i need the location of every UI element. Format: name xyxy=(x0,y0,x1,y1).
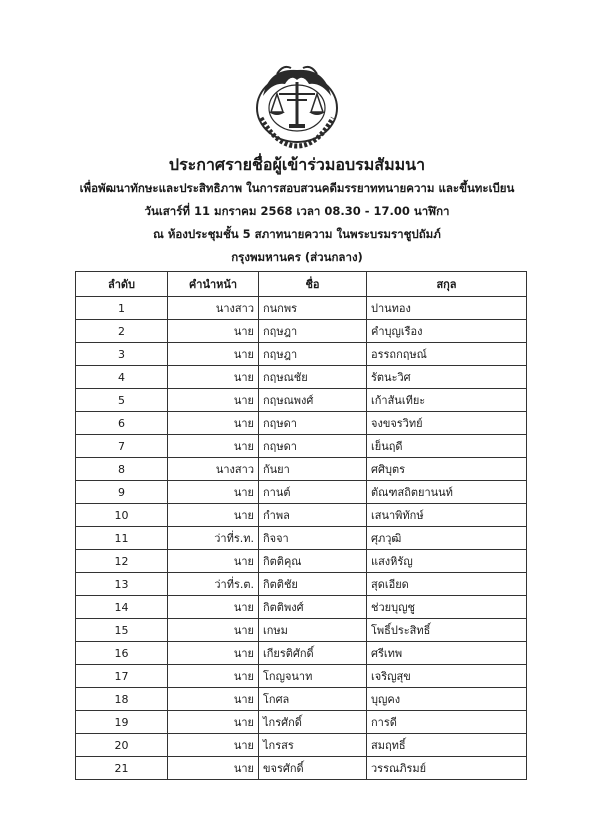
row-prefix: นาย xyxy=(168,389,259,412)
row-last-name: จงขจรวิทย์ xyxy=(367,412,527,435)
row-first-name: กันยา xyxy=(259,458,367,481)
row-first-name: กฤษฎา xyxy=(259,343,367,366)
row-prefix: นาย xyxy=(168,757,259,780)
header-number: ลำดับ xyxy=(76,272,168,297)
row-number: 6 xyxy=(76,412,168,435)
row-first-name: เกียรติศักดิ์ xyxy=(259,642,367,665)
header-prefix: คำนำหน้า xyxy=(168,272,259,297)
row-last-name: เจริญสุข xyxy=(367,665,527,688)
row-first-name: กฤษณพงศ์ xyxy=(259,389,367,412)
row-last-name: สมฤทธิ์ xyxy=(367,734,527,757)
announcement-date-time: วันเสาร์ที่ 11 มกราคม 2568 เวลา 08.30 - 17.00 นาฬิกา xyxy=(144,204,450,218)
council-seal-logo xyxy=(247,60,347,152)
row-last-name: ตัณฑสถิตยานนท์ xyxy=(367,481,527,504)
scales-of-justice-seal-icon xyxy=(247,60,347,152)
row-last-name: ศรีเทพ xyxy=(367,642,527,665)
row-prefix: นาย xyxy=(168,320,259,343)
row-number: 9 xyxy=(76,481,168,504)
row-first-name: กิจจา xyxy=(259,527,367,550)
row-last-name: ปานทอง xyxy=(367,297,527,320)
row-prefix: นาย xyxy=(168,343,259,366)
participant-table xyxy=(75,271,527,780)
table-row xyxy=(76,366,527,389)
row-first-name: โกศล xyxy=(259,688,367,711)
row-prefix: นาย xyxy=(168,642,259,665)
row-first-name: โกญจนาท xyxy=(259,665,367,688)
row-number: 10 xyxy=(76,504,168,527)
row-number: 3 xyxy=(76,343,168,366)
row-first-name: กิตติชัย xyxy=(259,573,367,596)
row-last-name: คำบุญเรือง xyxy=(367,320,527,343)
table-row xyxy=(76,688,527,711)
row-prefix: นาย xyxy=(168,435,259,458)
table-row xyxy=(76,389,527,412)
row-number: 15 xyxy=(76,619,168,642)
row-number: 1 xyxy=(76,297,168,320)
table-row xyxy=(76,527,527,550)
row-number: 17 xyxy=(76,665,168,688)
table-row xyxy=(76,757,527,780)
row-number: 12 xyxy=(76,550,168,573)
header-first-name: ชื่อ xyxy=(259,272,367,297)
row-prefix: นาย xyxy=(168,734,259,757)
row-last-name: สุดเอียด xyxy=(367,573,527,596)
row-first-name: ไกรสร xyxy=(259,734,367,757)
row-last-name: การดี xyxy=(367,711,527,734)
row-prefix: นาย xyxy=(168,688,259,711)
row-prefix: นาย xyxy=(168,665,259,688)
header-last-name: สกุล xyxy=(367,272,527,297)
row-prefix: นาย xyxy=(168,481,259,504)
row-first-name: กฤษดา xyxy=(259,435,367,458)
row-number: 16 xyxy=(76,642,168,665)
row-last-name: เสนาพิทักษ์ xyxy=(367,504,527,527)
table-row xyxy=(76,550,527,573)
row-last-name: ช่วยบุญชู xyxy=(367,596,527,619)
row-last-name: เก้าสันเทียะ xyxy=(367,389,527,412)
table-row xyxy=(76,734,527,757)
row-prefix: นาย xyxy=(168,504,259,527)
row-prefix: นาย xyxy=(168,596,259,619)
row-first-name: กนกพร xyxy=(259,297,367,320)
row-number: 19 xyxy=(76,711,168,734)
row-first-name: กานต์ xyxy=(259,481,367,504)
row-first-name: ขจรศักดิ์ xyxy=(259,757,367,780)
row-number: 5 xyxy=(76,389,168,412)
table-row xyxy=(76,711,527,734)
row-prefix: นางสาว xyxy=(168,458,259,481)
table-row xyxy=(76,343,527,366)
row-prefix: นาย xyxy=(168,619,259,642)
row-first-name: กิตติคุณ xyxy=(259,550,367,573)
announcement-title: ประกาศรายชื่อผู้เข้าร่วมอบรมสัมมนา xyxy=(168,155,426,174)
table-row xyxy=(76,435,527,458)
row-prefix: ว่าที่ร.ท. xyxy=(168,527,259,550)
row-last-name: วรรณภิรมย์ xyxy=(367,757,527,780)
row-number: 4 xyxy=(76,366,168,389)
table-row xyxy=(76,297,527,320)
row-prefix: ว่าที่ร.ต. xyxy=(168,573,259,596)
table-row xyxy=(76,320,527,343)
row-last-name: อรรถกฤษณ์ xyxy=(367,343,527,366)
table-row xyxy=(76,458,527,481)
row-first-name: ไกรศักดิ์ xyxy=(259,711,367,734)
announcement-venue: ณ ห้องประชุมชั้น 5 สภาทนายความ ในพระบรมราชูปถัมภ์ xyxy=(153,227,441,241)
row-last-name: ศศิบุตร xyxy=(367,458,527,481)
row-number: 2 xyxy=(76,320,168,343)
table-row xyxy=(76,596,527,619)
table-row xyxy=(76,504,527,527)
table-row xyxy=(76,412,527,435)
row-number: 21 xyxy=(76,757,168,780)
row-number: 8 xyxy=(76,458,168,481)
row-last-name: แสงหิรัญ xyxy=(367,550,527,573)
row-first-name: เกษม xyxy=(259,619,367,642)
row-number: 18 xyxy=(76,688,168,711)
table-header-row xyxy=(76,272,527,297)
row-prefix: นางสาว xyxy=(168,297,259,320)
announcement-purpose: เพื่อพัฒนาทักษะและประสิทธิภาพ ในการสอบสวนคดีมรรยาททนายความ และขึ้นทะเบียน xyxy=(79,181,515,195)
table-row xyxy=(76,619,527,642)
row-last-name: รัตนะวิศ xyxy=(367,366,527,389)
participant-table-body xyxy=(76,297,527,780)
row-last-name: ศุภวุฒิ xyxy=(367,527,527,550)
announcement-region: กรุงพมหานคร (ส่วนกลาง) xyxy=(231,250,363,264)
row-first-name: กฤษณชัย xyxy=(259,366,367,389)
row-number: 20 xyxy=(76,734,168,757)
row-first-name: กำพล xyxy=(259,504,367,527)
row-prefix: นาย xyxy=(168,366,259,389)
row-number: 7 xyxy=(76,435,168,458)
table-row xyxy=(76,665,527,688)
row-prefix: นาย xyxy=(168,550,259,573)
table-row xyxy=(76,481,527,504)
row-prefix: นาย xyxy=(168,412,259,435)
table-row xyxy=(76,642,527,665)
row-last-name: เย็นฤดี xyxy=(367,435,527,458)
row-first-name: กฤษฎา xyxy=(259,320,367,343)
table-row xyxy=(76,573,527,596)
row-first-name: กิตติพงศ์ xyxy=(259,596,367,619)
row-last-name: โพธิ์ประสิทธิ์ xyxy=(367,619,527,642)
row-last-name: บุญคง xyxy=(367,688,527,711)
row-number: 14 xyxy=(76,596,168,619)
row-prefix: นาย xyxy=(168,711,259,734)
row-number: 11 xyxy=(76,527,168,550)
row-first-name: กฤษดา xyxy=(259,412,367,435)
row-number: 13 xyxy=(76,573,168,596)
